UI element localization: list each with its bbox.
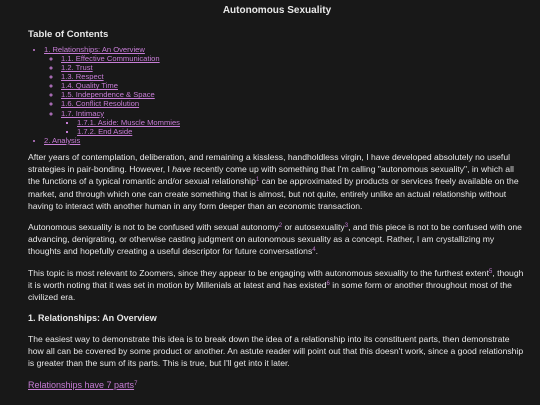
toc-link-effective-communication[interactable]: 1.1. Effective Communication [61, 53, 160, 63]
page-title: Autonomous Sexuality [222, 5, 332, 16]
toc-item [61, 72, 526, 81]
relationships-parts-link[interactable]: Relationships have 7 parts [28, 379, 135, 390]
toc-item [61, 63, 526, 72]
toc-heading: Table of Contents [28, 29, 109, 41]
toc-link-analysis[interactable]: 2. Analysis [44, 135, 81, 145]
toc-link-trust[interactable]: 1.2. Trust [61, 63, 93, 73]
emphasis-have: have [172, 164, 191, 175]
footnote-2[interactable]: 2 [278, 223, 283, 230]
footnote-6[interactable]: 6 [326, 280, 330, 287]
toc-item [61, 81, 526, 90]
relationships-parts-line [28, 379, 526, 392]
toc-item [44, 45, 526, 136]
footnote-1[interactable]: 1 [255, 177, 260, 184]
paragraph-zoomers: This topic is most relevant to Zoomers, since they appear to be engaging with autonomous sexuality to the furthest extent$^5$, though it is worth noting that it was set in motion by Millenials at latest and has existed$^6$ in some form or another throughout most of the civilized era. [28, 267, 524, 303]
section-heading-relationships: 1. Relationships: An Overview [28, 313, 157, 324]
toc-item [61, 54, 526, 63]
toc-link-intimacy[interactable]: 1.7. Intimacy [61, 108, 105, 118]
toc-link-conflict-resolution[interactable]: 1.6. Conflict Resolution [61, 99, 140, 109]
footnote-3[interactable]: 3 [344, 223, 349, 230]
toc-link-quality-time[interactable]: 1.4. Quality Time [61, 81, 118, 91]
toc-item [61, 109, 526, 136]
toc-item [61, 99, 526, 108]
toc-link-relationships-overview[interactable]: 1. Relationships: An Overview [44, 44, 145, 54]
toc-link-end-aside[interactable]: 1.7.2. End Aside [77, 126, 133, 136]
toc-item [77, 118, 526, 127]
toc-item [77, 127, 526, 136]
toc-link-muscle-mommies[interactable]: 1.7.1. Aside: Muscle Mommies [77, 117, 180, 127]
paragraph-intro: After years of contemplation, deliberation, and remaining a kissless, handholdless virgin, I have developed absolutely no useful strategies in pair-bonding. However, I have recently come up with something that I'm calling "autonomous sexuality", in which all the functions of a typical romantic and/or sexual relationship$^1$ can be approximated by products or services freely available on the market, and through which one can create something that is almost, but not quite, entirely unlike an actual relationship without having to interact with another human in any form deeper than an economic transaction. [28, 152, 519, 211]
paragraph-definition: Autonomous sexuality is not to be confused with sexual autonomy$^2$ or autosexuality$^3$, and this piece is not to be confused with one advancing, denigrating, or otherwise casting judgment on autonomous sexuality as a concept. Rather, I am crystallizing my thoughts and hopefully creating a useful descriptor for future conversations$^4$. [28, 222, 522, 257]
toc-item [44, 136, 526, 145]
footnote-4[interactable]: 4 [312, 247, 316, 254]
toc-item [61, 90, 526, 99]
footnote-7[interactable]: 7 [134, 380, 138, 387]
footnote-5[interactable]: 5 [488, 268, 493, 275]
table-of-contents [28, 45, 526, 145]
toc-link-respect[interactable]: 1.3. Respect [61, 72, 104, 82]
paragraph-overview: The easiest way to demonstrate this idea is to break down the idea of a relationship into its constituent parts, then demonstrate how all can be covered by some product or another. An astute reader will point out that this doesn't work, since a good relationship is greater than the sum of its parts. This is true, but I'll get into it later. [28, 334, 524, 369]
toc-link-independence-space[interactable]: 1.5. Independence & Space [61, 90, 155, 100]
